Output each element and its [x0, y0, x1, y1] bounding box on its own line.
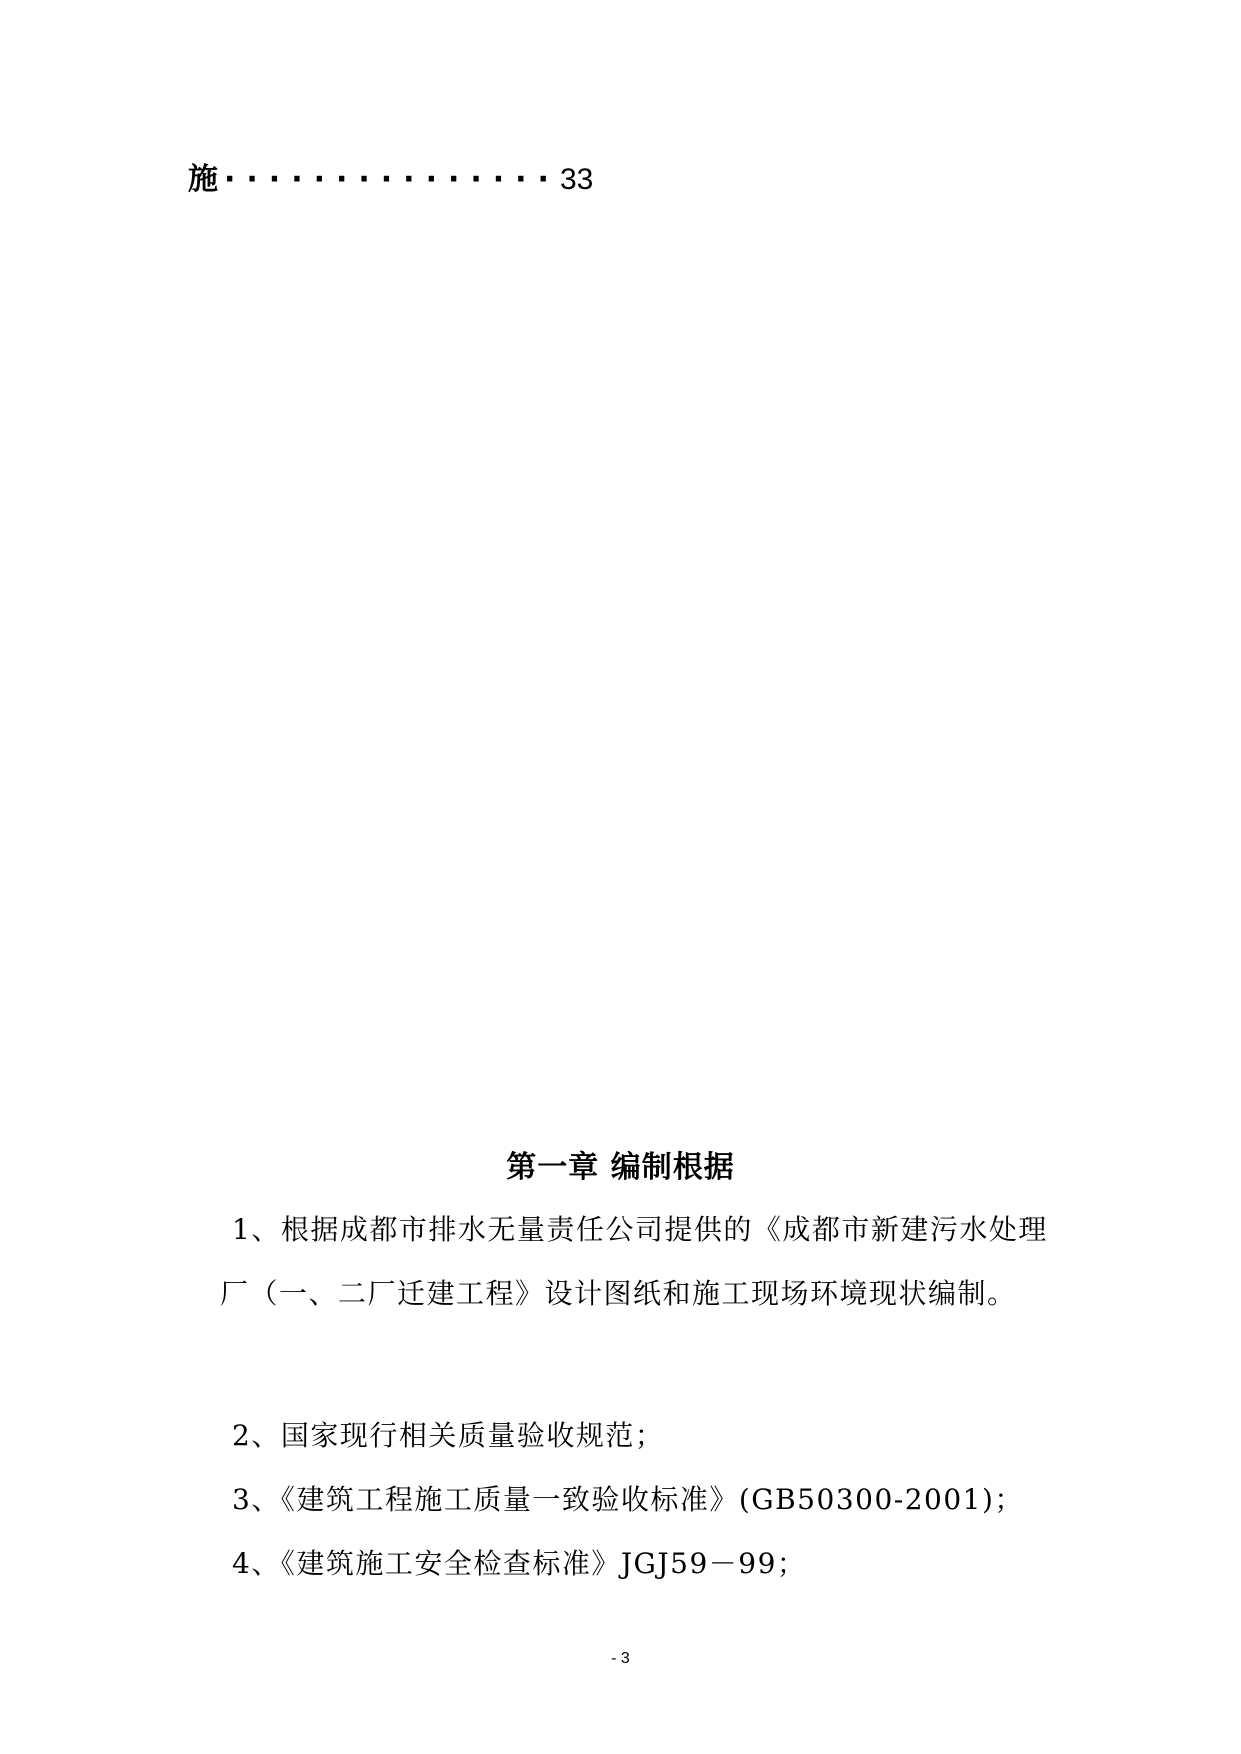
- chapter-title: 第一章 编制根据: [506, 1150, 735, 1185]
- basis-item-4: 4、《建筑施工安全检查标准》JGJ59－99；: [232, 1547, 807, 1580]
- toc-entry-heading: 施: [188, 162, 218, 197]
- toc-entry-page-number: 33: [559, 163, 594, 196]
- page-footer-number: - 3: [611, 1650, 630, 1667]
- toc-entry[interactable]: [188, 160, 593, 200]
- toc-entry-leader: ···············: [224, 162, 560, 197]
- basis-item-1: 1、根据成都市排水无量责任公司提供的《成都市新建污水处理厂（一、二厂迁建工程》设计图纸和施工现场环境现状编制。: [220, 1213, 1048, 1310]
- basis-item-3: 3、《建筑工程施工质量一致验收标准》(GB50300-2001)；: [232, 1483, 1024, 1516]
- basis-item-2: 2、国家现行相关质量验收规范；: [232, 1419, 665, 1452]
